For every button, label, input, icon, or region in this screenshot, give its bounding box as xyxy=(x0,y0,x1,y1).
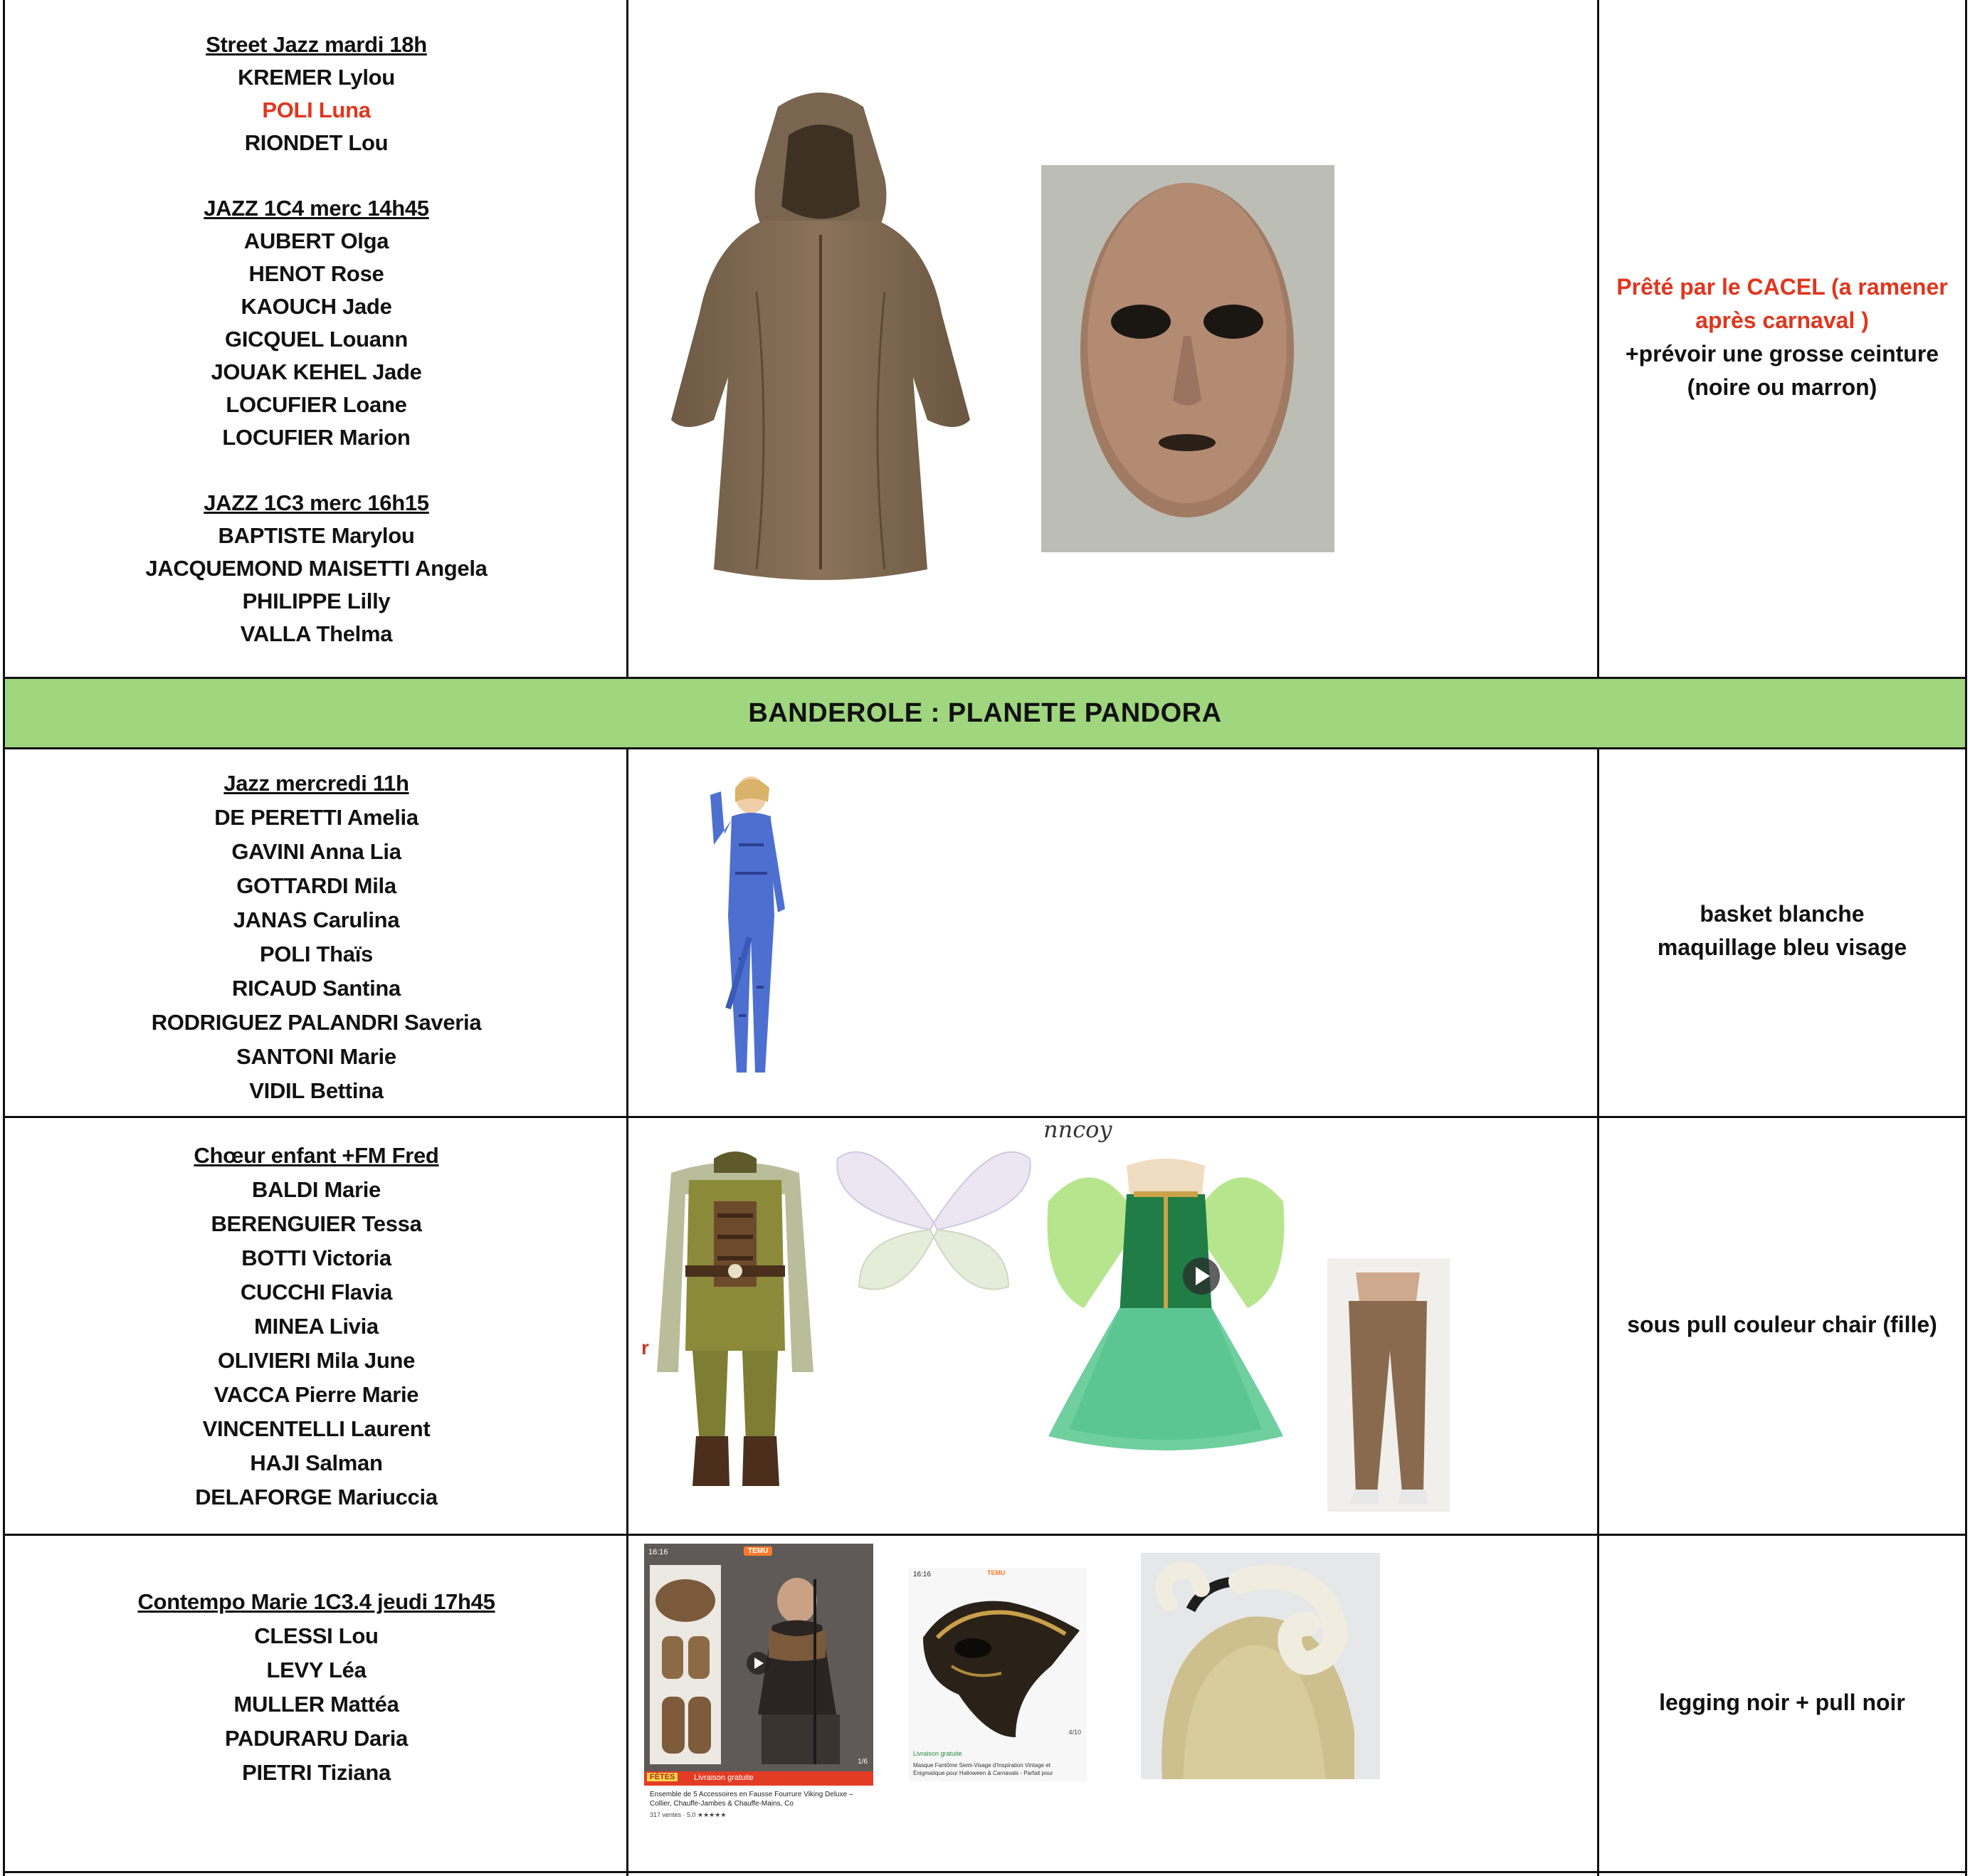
costume-images-cell xyxy=(626,1116,1598,1536)
green-tunic-icon xyxy=(650,1137,821,1493)
participant-list xyxy=(5,28,628,650)
participant-name: POLI Luna xyxy=(262,98,371,122)
participant-list xyxy=(5,1585,628,1790)
participant-name: DE PERETTI Amelia xyxy=(214,805,418,830)
costume-images-cell xyxy=(626,1534,1598,1876)
participant-name: VALLA Thelma xyxy=(240,621,393,646)
image-counter: 4/10 xyxy=(1068,1729,1081,1736)
notes-cell xyxy=(1597,749,1967,1118)
participant-name: GOTTARDI Mila xyxy=(236,873,396,898)
class-title: Contempo Marie 1C3.4 jeudi 17h45 xyxy=(137,1589,495,1614)
participants-cell xyxy=(3,1116,628,1536)
class-title: Jazz mercredi 11h xyxy=(223,771,409,796)
table-row xyxy=(0,1534,1970,1876)
shipping-label: Livraison gratuite xyxy=(913,1750,962,1757)
temu-badge: TEMU xyxy=(987,1569,1006,1576)
brown-legging-icon xyxy=(1327,1258,1450,1512)
participant-name: VINCENTELLI Laurent xyxy=(202,1416,431,1441)
promo-badge: FÊTES xyxy=(647,1773,678,1781)
participant-name: AUBERT Olga xyxy=(243,228,389,253)
participant-name: HENOT Rose xyxy=(248,261,384,286)
hooded-cloak-icon xyxy=(671,78,970,584)
participant-name: MULLER Mattéa xyxy=(233,1692,399,1717)
product-screenshot xyxy=(644,1544,873,1824)
participants-cell xyxy=(3,0,628,679)
participant-name: JACQUEMOND MAISETTI Angela xyxy=(145,556,488,581)
costume-notes xyxy=(1599,270,1965,404)
costume-images-cell xyxy=(626,749,1598,1118)
product-caption: Ensemble de 5 Accessoires en Fausse Fourrure Viking Deluxe – Collier, Chauffe-Jambes & Chauffe-Mains, Co xyxy=(650,1791,853,1808)
participant-name: BALDI Marie xyxy=(251,1177,381,1202)
participant-name: GICQUEL Louann xyxy=(225,327,408,352)
participant-name: BAPTISTE Marylou xyxy=(218,523,415,548)
product-screenshot xyxy=(909,1568,1087,1781)
participant-name: CLESSI Lou xyxy=(254,1623,379,1648)
green-tutu-dress-icon xyxy=(1041,1123,1290,1479)
table-row xyxy=(0,1116,1970,1536)
participant-name: PIETRI Tiziana xyxy=(242,1760,391,1785)
note-line: basket blanche xyxy=(1700,901,1865,927)
participant-list xyxy=(5,1139,628,1514)
participant-name: JANAS Carulina xyxy=(233,907,400,932)
participant-name: DELAFORGE Mariuccia xyxy=(195,1485,438,1509)
participant-name: KREMER Lylou xyxy=(238,65,395,90)
class-title: JAZZ 1C3 merc 16h15 xyxy=(204,490,429,515)
blue-bodysuit-icon xyxy=(707,774,799,1081)
product-photo xyxy=(644,1544,873,1771)
costume-notes: sous pull couleur chair (fille) xyxy=(1627,1312,1937,1337)
participant-name: JOUAK KEHEL Jade xyxy=(211,359,422,384)
participant-name: RODRIGUEZ PALANDRI Saveria xyxy=(151,1010,482,1035)
participant-name: PADURARU Daria xyxy=(224,1726,409,1751)
ram-horns-headband-icon xyxy=(1141,1553,1380,1779)
participant-name: BERENGUIER Tessa xyxy=(211,1211,422,1236)
participant-list xyxy=(5,766,628,1108)
notes-cell xyxy=(1597,0,1967,679)
row-divider xyxy=(3,1871,1967,1873)
table-row xyxy=(0,749,1970,1118)
participant-name: PHILIPPE Lilly xyxy=(242,589,391,613)
participant-name: BOTTI Victoria xyxy=(241,1245,391,1270)
participant-name: OLIVIERI Mila June xyxy=(217,1348,416,1373)
class-title: Street Jazz mardi 18h xyxy=(206,32,427,57)
gold-half-mask-icon xyxy=(909,1581,1087,1744)
costume-notes xyxy=(1599,897,1965,964)
shipping-strip xyxy=(644,1771,873,1786)
note-line: maquillage bleu visage xyxy=(1657,934,1907,960)
participant-name: LOCUFIER Loane xyxy=(226,392,407,417)
participant-name: VACCA Pierre Marie xyxy=(214,1382,419,1407)
product-caption: Masque Fantôme Semi-Visage d'Inspiration Vintage et Énigmatique pour Halloween & Carnavals - Parfait pour xyxy=(913,1762,1053,1776)
costume-notes: legging noir + pull noir xyxy=(1659,1690,1905,1715)
participant-name: RICAUD Santina xyxy=(232,976,401,1001)
notes-cell xyxy=(1597,1116,1967,1536)
status-time: 16:16 xyxy=(648,1548,668,1556)
participant-name: SANTONI Marie xyxy=(236,1044,396,1069)
fur-accessories-icon xyxy=(644,1558,873,1771)
participant-name: MINEA Livia xyxy=(254,1314,379,1339)
participants-cell xyxy=(3,749,628,1118)
participant-name: POLI Thaïs xyxy=(260,942,373,966)
participant-name: RIONDET Lou xyxy=(244,130,389,155)
notes-cell xyxy=(1597,1534,1967,1876)
product-rating: 317 ventes · 5,0 ★★★★★ xyxy=(650,1811,727,1818)
image-overlay-text: nncoy xyxy=(1043,1116,1112,1143)
image-fragment: r xyxy=(641,1337,649,1359)
class-title: Chœur enfant +FM Fred xyxy=(194,1143,439,1168)
participant-name: GAVINI Anna Lia xyxy=(231,839,401,864)
shipping-label: Livraison gratuite xyxy=(694,1774,754,1782)
class-title: JAZZ 1C4 merc 14h45 xyxy=(204,196,429,221)
participant-name: VIDIL Bettina xyxy=(249,1078,384,1103)
image-counter: 1/6 xyxy=(858,1758,868,1766)
banner-row: BANDEROLE : PLANETE PANDORA xyxy=(3,677,1967,749)
face-mask-icon xyxy=(1041,165,1334,552)
participant-name: HAJI Salman xyxy=(250,1450,383,1475)
participant-name: LEVY Léa xyxy=(266,1658,367,1682)
participant-name: CUCCHI Flavia xyxy=(240,1280,393,1305)
participants-cell xyxy=(3,1534,628,1876)
status-time: 16:16 xyxy=(913,1571,932,1579)
participant-name: KAOUCH Jade xyxy=(241,294,392,319)
temu-badge: TEMU xyxy=(744,1546,772,1556)
loan-note: Prêté par le CACEL (a ramener après carnaval ) xyxy=(1616,274,1948,333)
belt-note: +prévoir une grosse ceinture (noire ou marron) xyxy=(1625,341,1939,400)
fairy-wings-icon xyxy=(831,1144,1037,1301)
table-row xyxy=(0,0,1970,679)
participant-name: LOCUFIER Marion xyxy=(222,425,411,450)
costume-images-cell xyxy=(626,0,1598,679)
